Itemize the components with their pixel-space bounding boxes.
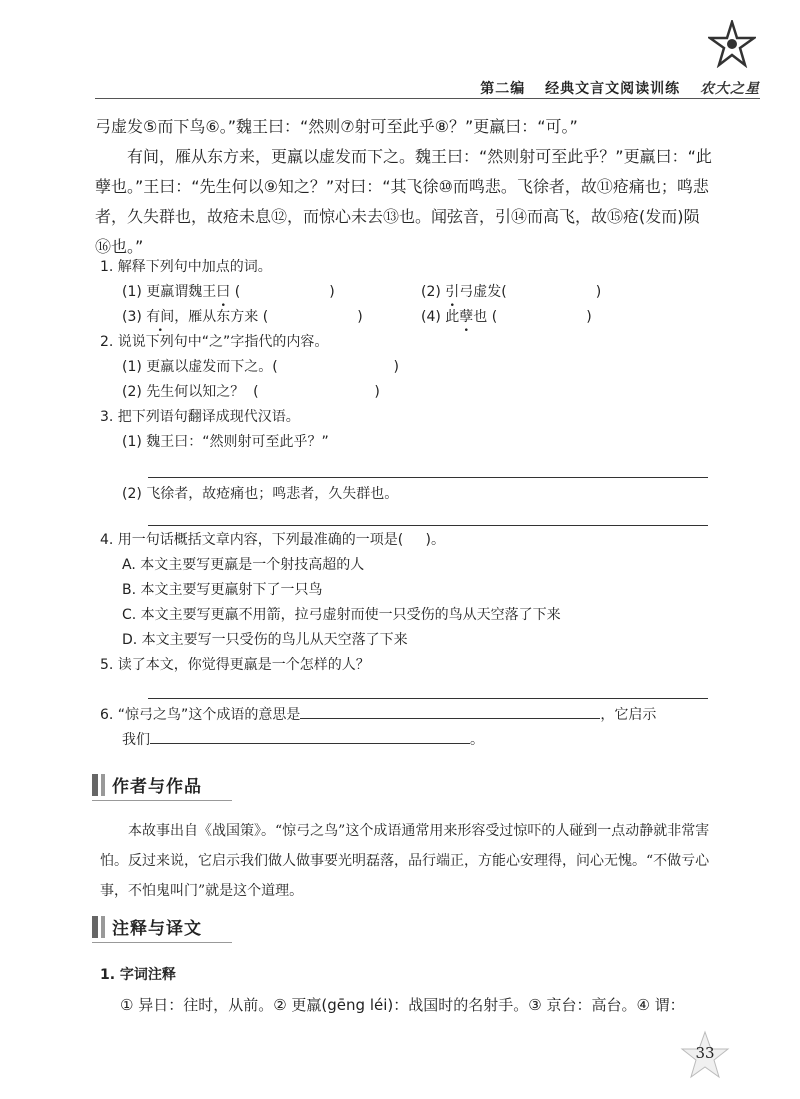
q2-item-2[interactable]: (2) 先生何以知之？ ( ): [122, 384, 380, 400]
question-6-line-2: [100, 728, 720, 753]
question-2: 2. 说说下列句中“之”字指代的内容。: [100, 334, 329, 350]
section-title-author: [92, 768, 232, 802]
q5-answer-line[interactable]: [148, 698, 708, 699]
q1-item-4: [421, 305, 720, 330]
q1-item-4-dotted-word: 孽: [459, 309, 474, 325]
q1-item-2: [421, 280, 720, 305]
section-rule: [92, 942, 232, 943]
q1-item-2-pre: (2): [421, 284, 446, 300]
author-section-body: [100, 816, 710, 906]
q1-item-1-dotted-word: 曰: [216, 284, 231, 300]
page-number-badge: [680, 1030, 730, 1080]
notes-line-1: ① 异日：往时，从前。② 更羸(gēng léi)：战国时的名射手。③ 京台：高台。④ 谓：: [120, 996, 685, 1014]
section-title-notes: [92, 910, 232, 944]
question-1: 1. 解释下列句中加点的词。: [100, 259, 272, 275]
q1-item-1-blank[interactable]: ( ): [234, 284, 335, 300]
q1-item-3: [122, 305, 421, 330]
section-bar: [92, 774, 98, 796]
page-header: [0, 70, 800, 100]
q3-item-1: (1) 魏王曰：“然则射可至此乎？”: [122, 434, 329, 450]
q6-prompt: 6. “惊弓之鸟”这个成语的意思是: [100, 707, 301, 723]
notes-section-body: [100, 960, 720, 1020]
q4-option-b[interactable]: B. 本文主要写更羸射下了一只鸟: [122, 582, 323, 598]
section-bar-secondary: [101, 916, 105, 938]
q6-line2-prefix: 我们: [122, 732, 150, 748]
q6-blank-2[interactable]: [150, 743, 470, 744]
question-1-row-2: [100, 305, 720, 330]
header-brand: 农大之星: [700, 81, 760, 97]
passage-line-1: 弓虚发⑤而下鸟⑥。”魏王曰：“然则⑦射可至此乎⑧？”更羸曰：“可。”: [95, 117, 578, 136]
q6-end-mark: 。: [470, 732, 484, 748]
q1-item-2-blank[interactable]: ( ): [501, 284, 602, 300]
question-4: 4. 用一句话概括文章内容，下列最准确的一项是( )。: [100, 532, 445, 548]
q4-option-c[interactable]: C. 本文主要写更羸不用箭，拉弓虚射而使一只受伤的鸟从天空落了下来: [122, 607, 561, 623]
exercise-section: [100, 255, 720, 753]
section-label-author: 作者与作品: [112, 777, 202, 797]
section-bar-secondary: [101, 774, 105, 796]
header-title: 经典文言文阅读训练: [545, 81, 681, 97]
q1-item-4-post: 也: [473, 309, 488, 325]
star-logo-icon: [708, 20, 756, 68]
q1-item-3-dotted-word: 有间: [146, 309, 175, 325]
q4-option-a[interactable]: A. 本文主要写更羸是一个射技高超的人: [122, 557, 365, 573]
section-bar: [92, 916, 98, 938]
q3-item-2: (2) 飞徐者，故疮痛也；鸣悲者，久失群也。: [122, 486, 399, 502]
header-rule: [95, 98, 760, 99]
q3-item-2-answer-line[interactable]: [148, 525, 708, 526]
q2-item-1[interactable]: (1) 更羸以虚发而下之。( ): [122, 359, 399, 375]
q6-mid-text: ，它启示: [600, 707, 657, 723]
notes-heading: 1. 字词注释: [100, 967, 176, 983]
q1-item-4-pre: (4) 此: [421, 309, 460, 325]
q4-option-d[interactable]: D. 本文主要写一只受伤的鸟儿从天空落了下来: [122, 632, 408, 648]
q1-item-2-dotted-word: 引: [445, 284, 460, 300]
q1-item-3-post: ，雁从东方来: [174, 309, 259, 325]
page-number: 33: [695, 1044, 715, 1062]
classical-passage: [95, 112, 715, 262]
q3-item-1-answer-line[interactable]: [148, 477, 708, 478]
q1-item-1: [122, 280, 421, 305]
q1-item-3-blank[interactable]: ( ): [262, 309, 363, 325]
q1-item-1-pre: (1) 更羸谓魏王: [122, 284, 217, 300]
q1-item-3-pre: (3): [122, 309, 147, 325]
question-3: 3. 把下列语句翻译成现代汉语。: [100, 409, 300, 425]
q1-item-2-post: 弓虚发: [459, 284, 502, 300]
author-text: 本故事出自《战国策》。“惊弓之鸟”这个成语通常用来形容受过惊吓的人碰到一点动静就非常害怕。反过来说，它启示我们做人做事要光明磊落，品行端正，方能心安理得，问心无愧。“不做亏心事，不怕鬼叫门”就是这个道理。: [100, 823, 710, 899]
question-5: 5. 读了本文，你觉得更羸是一个怎样的人？: [100, 657, 370, 673]
section-rule: [92, 800, 232, 801]
header-text: [466, 78, 760, 98]
question-1-row-1: [100, 280, 720, 305]
q1-item-4-blank[interactable]: ( ): [491, 309, 592, 325]
q6-blank-1[interactable]: [300, 718, 600, 719]
header-part: 第二编: [480, 81, 526, 97]
question-6: [100, 703, 720, 728]
passage-paragraph-2: 有间，雁从东方来，更羸以虚发而下之。魏王曰：“然则射可至此乎？”更羸曰：“此孽也。”王曰：“先生何以⑨知之？”对曰：“其飞徐⑩而鸣悲。飞徐者，故⑪疮痛也；鸣悲者，久失群也，故疮未息⑫，而惊心未去⑬也。闻弦音，引⑭而高飞，故⑮疮(发而)陨⑯也。”: [95, 147, 712, 256]
section-label-notes: 注释与译文: [112, 919, 202, 939]
